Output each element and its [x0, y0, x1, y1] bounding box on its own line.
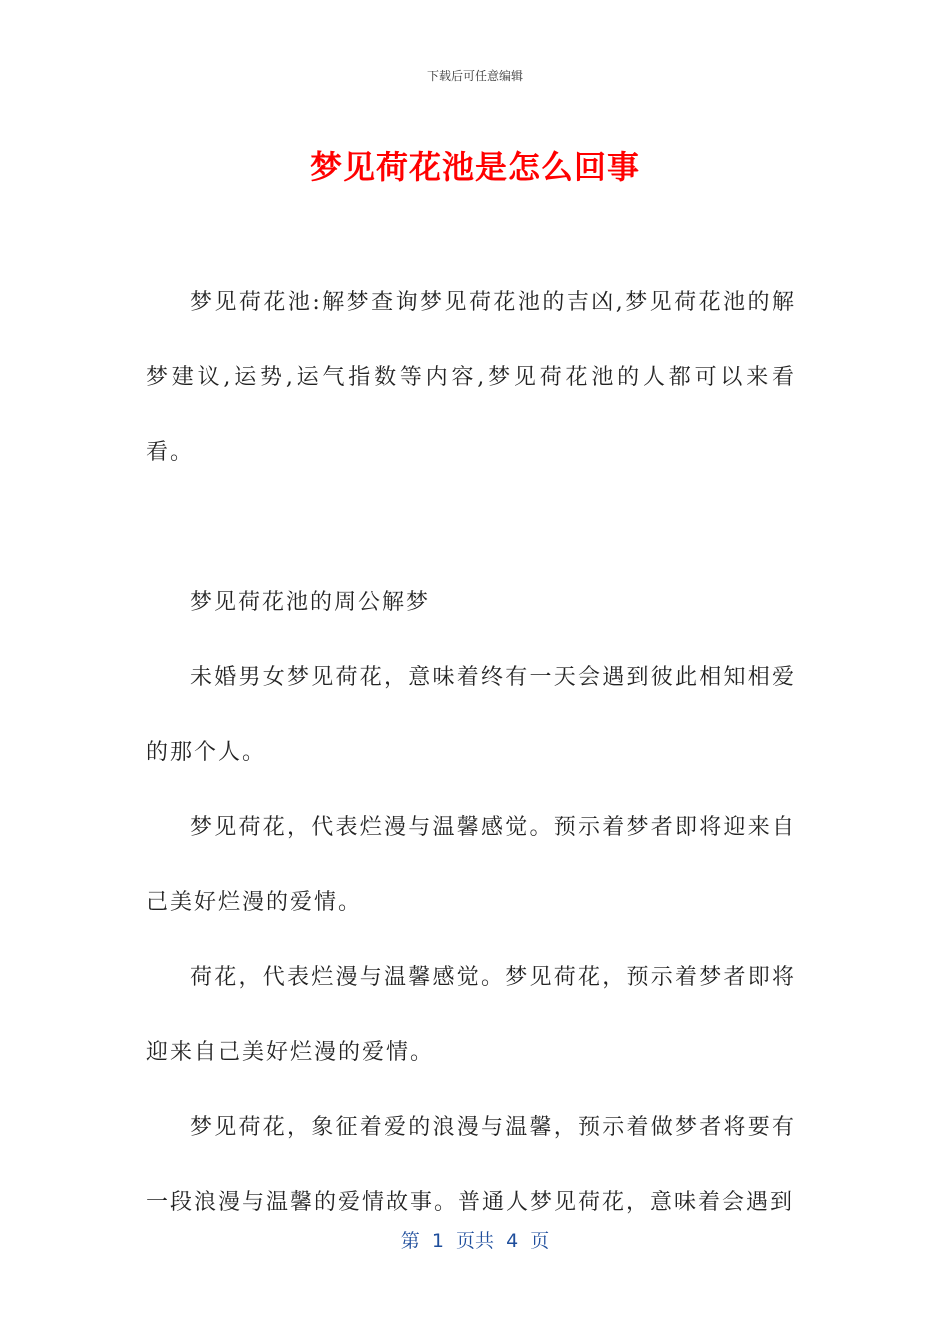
paragraph-intro: 梦见荷花池:解梦查询梦见荷花池的吉凶,梦见荷花池的解梦建议,运势,运气指数等内容,梦见荷花池的人都可以来看看。 [146, 290, 796, 465]
section-heading: 梦见荷花池的周公解梦 [190, 590, 431, 615]
paragraph: 梦见荷花，象征着爱的浪漫与温馨，预示着做梦者将要有一段浪漫与温馨的爱情故事。普通人梦见荷花，意味着会遇到 [146, 1115, 796, 1215]
page-footer: 第 1 页共 4 页 [400, 1230, 550, 1252]
document-body [146, 265, 796, 1240]
paragraph: 梦见荷花，代表烂漫与温馨感觉。预示着梦者即将迎来自己美好烂漫的爱情。 [146, 815, 796, 915]
paragraph: 未婚男女梦见荷花，意味着终有一天会遇到彼此相知相爱的那个人。 [146, 665, 796, 765]
header-note: 下载后可任意编辑 [426, 69, 523, 83]
paragraph: 荷花，代表烂漫与温馨感觉。梦见荷花，预示着梦者即将迎来自己美好烂漫的爱情。 [146, 965, 796, 1065]
blank-line [146, 490, 796, 565]
page-title: 梦见荷花池是怎么回事 [309, 148, 640, 186]
